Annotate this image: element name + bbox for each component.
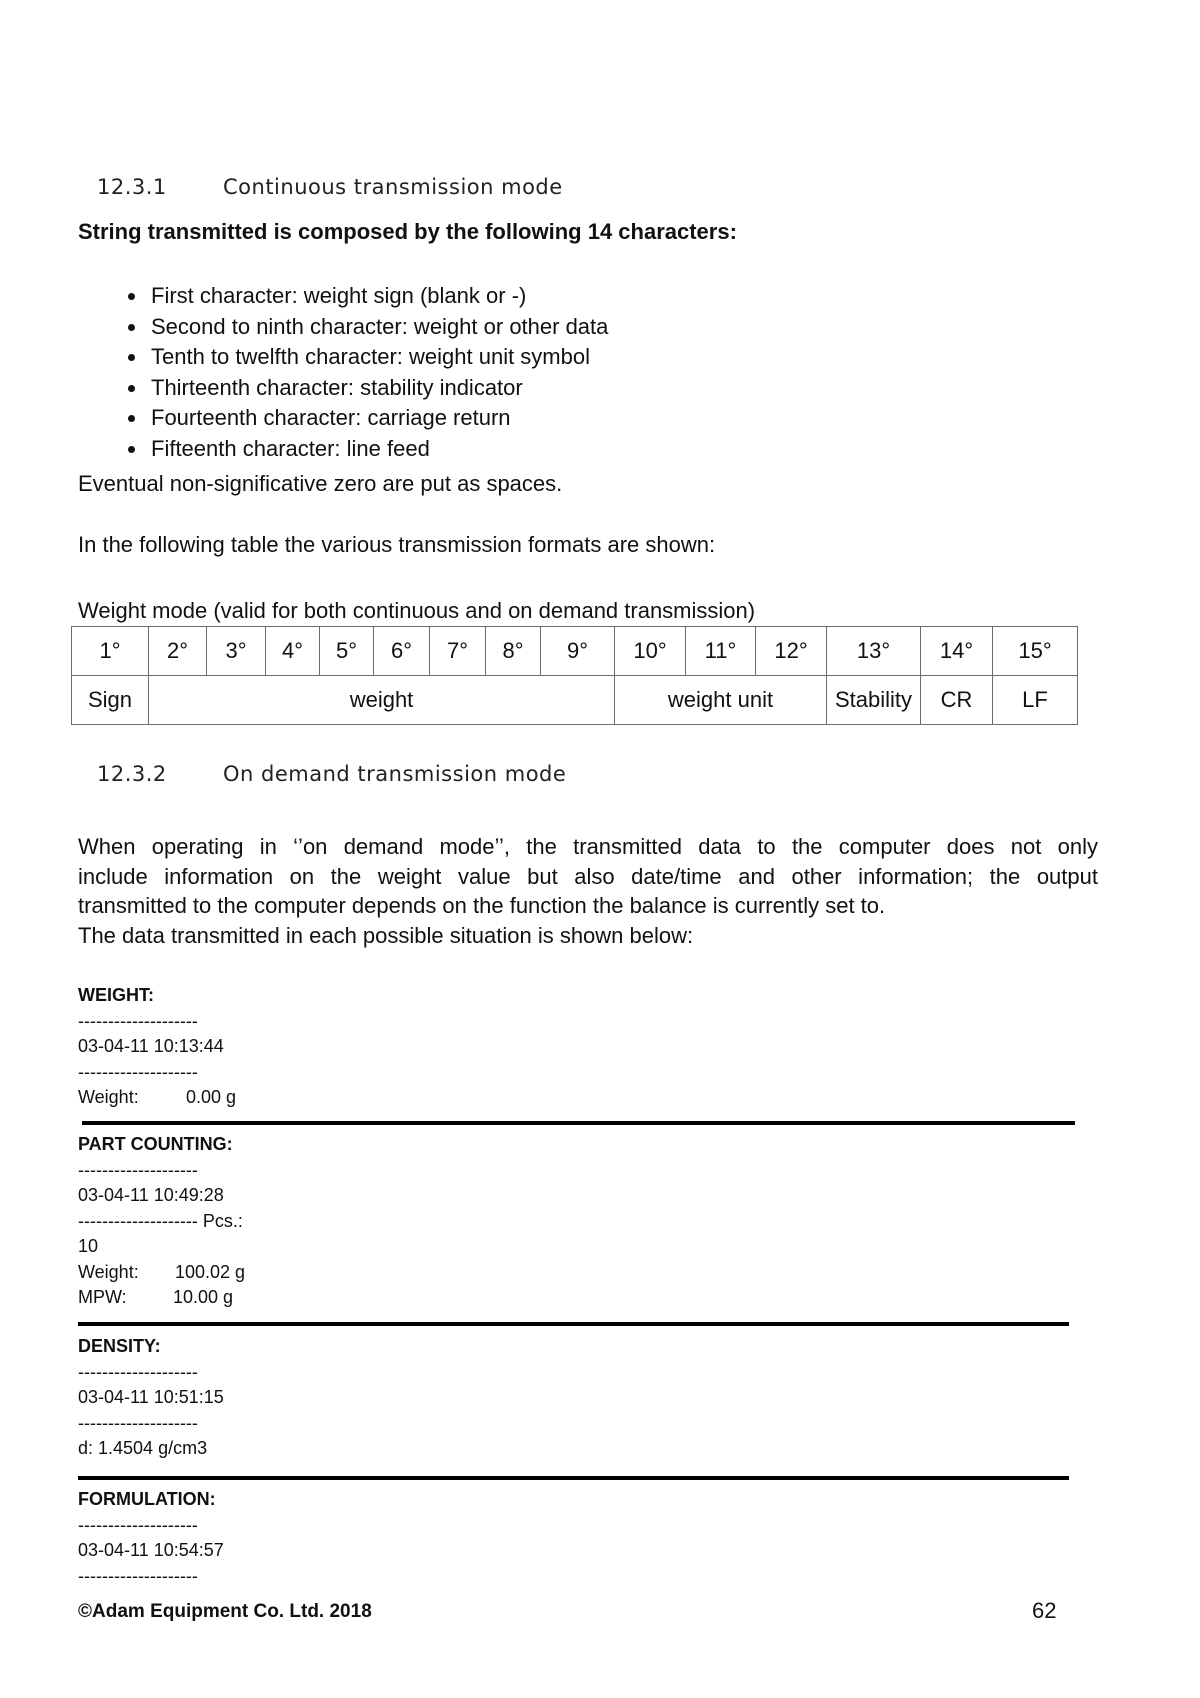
bullet-item: Thirteenth character: stability indicator [78, 373, 608, 404]
separator-line: -------------------- [78, 1061, 198, 1082]
section-rule [78, 1476, 1069, 1480]
field-cell-cr: CR [921, 676, 993, 725]
record-density [78, 1334, 224, 1462]
field-cell-stability: Stability [827, 676, 921, 725]
position-cell: 3° [207, 627, 266, 676]
position-cell: 12° [756, 627, 827, 676]
separator-line: -------------------- [78, 1361, 198, 1382]
section-title: On demand transmission mode [223, 762, 567, 786]
bullet-item: Second to ninth character: weight or other data [78, 312, 608, 343]
section-heading-12-3-1 [97, 175, 563, 199]
separator-line: -------------------- [78, 1159, 198, 1180]
bullet-item: Tenth to twelfth character: weight unit symbol [78, 342, 608, 373]
value-label: Weight: [78, 1087, 139, 1107]
record-title: WEIGHT: [78, 985, 154, 1005]
record-title: DENSITY: [78, 1336, 161, 1356]
position-row [72, 627, 1078, 676]
record-formulation [78, 1487, 224, 1589]
field-cell-weight: weight [149, 676, 615, 725]
position-cell: 7° [430, 627, 486, 676]
lead-sentence: String transmitted is composed by the following 14 characters: [78, 219, 737, 244]
table-intro: In the following table the various transmission formats are shown: [78, 532, 716, 557]
section-heading-12-3-2 [97, 762, 566, 786]
footer-copyright: ©Adam Equipment Co. Ltd. 2018 [78, 1601, 372, 1622]
value-label: MPW: [78, 1287, 127, 1307]
position-cell: 8° [486, 627, 541, 676]
timestamp: 03-04-11 10:13:44 [78, 1036, 224, 1056]
section-title: Continuous transmission mode [223, 175, 563, 199]
separator-pcs-line: -------------------- Pcs.: [78, 1210, 243, 1231]
record-title: FORMULATION: [78, 1489, 216, 1509]
field-cell-weight-unit: weight unit [615, 676, 827, 725]
weight-mode-format-table [71, 626, 1078, 725]
note-text: Eventual non-significative zero are put as spaces. [78, 471, 563, 496]
bullet-item: Fourteenth character: carriage return [78, 403, 608, 434]
position-cell: 1° [72, 627, 149, 676]
position-cell: 11° [686, 627, 756, 676]
position-cell: 9° [541, 627, 615, 676]
separator-line: -------------------- [78, 1010, 198, 1031]
weight-value-line [78, 1085, 236, 1111]
record-title: PART COUNTING: [78, 1134, 233, 1154]
value: 10.00 g [173, 1287, 234, 1307]
record-weight [78, 983, 236, 1111]
position-cell: 4° [266, 627, 320, 676]
section-rule [78, 1322, 1069, 1326]
on-demand-paragraph [78, 832, 1098, 950]
paragraph-line: include information on the weight value but also date/time and other information; the output [78, 863, 1098, 889]
field-cell-sign: Sign [72, 676, 149, 725]
separator-line: -------------------- [78, 1514, 198, 1535]
timestamp: 03-04-11 10:54:57 [78, 1540, 224, 1560]
paragraph-line: When operating in ‘’on demand mode’’, the transmitted data to the computer does not only [78, 834, 1098, 859]
position-cell: 6° [374, 627, 430, 676]
page-number: 62 [1032, 1598, 1057, 1623]
mpw-value-line [78, 1285, 245, 1311]
position-cell: 2° [149, 627, 207, 676]
section-number: 12.3.2 [97, 762, 167, 786]
value-label: Weight: [78, 1261, 139, 1282]
position-cell: 14° [921, 627, 993, 676]
pcs-count: 10 [78, 1236, 99, 1256]
timestamp: 03-04-11 10:51:15 [78, 1387, 224, 1407]
position-cell: 10° [615, 627, 686, 676]
density-value: d: 1.4504 g/cm3 [78, 1438, 208, 1458]
value: 100.02 g [175, 1261, 246, 1282]
table-caption: Weight mode (valid for both continuous and on demand transmission) [78, 598, 756, 623]
position-cell: 15° [993, 627, 1078, 676]
position-cell: 13° [827, 627, 921, 676]
bullet-item: Fifteenth character: line feed [78, 434, 608, 465]
section-rule [82, 1121, 1075, 1125]
bullet-item: First character: weight sign (blank or -) [78, 281, 608, 312]
position-cell: 5° [320, 627, 374, 676]
timestamp: 03-04-11 10:49:28 [78, 1185, 224, 1205]
field-row [72, 676, 1078, 725]
character-bullet-list [78, 281, 608, 464]
value: 0.00 g [186, 1087, 237, 1107]
field-cell-lf: LF [993, 676, 1078, 725]
section-number: 12.3.1 [97, 175, 167, 199]
separator-line: -------------------- [78, 1412, 198, 1433]
record-part-counting [78, 1132, 245, 1311]
paragraph-line: transmitted to the computer depends on the function the balance is currently set to. [78, 893, 886, 918]
weight-value-line [78, 1260, 245, 1286]
separator-line: -------------------- [78, 1565, 198, 1586]
paragraph-line: The data transmitted in each possible situation is shown below: [78, 922, 694, 948]
